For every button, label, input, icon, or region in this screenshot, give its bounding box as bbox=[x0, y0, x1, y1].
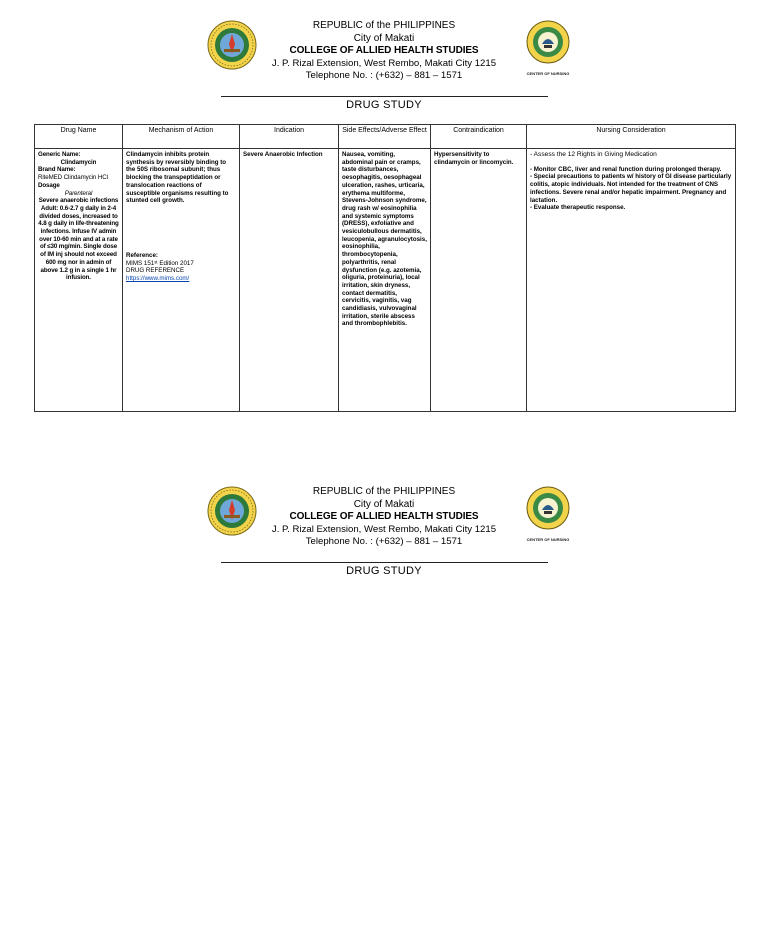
center-of-nursing-seal-icon bbox=[522, 486, 574, 542]
reference-label: Reference: bbox=[126, 251, 158, 259]
header-telephone: Telephone No. : (+632) – 881 – 1571 bbox=[305, 536, 463, 547]
dosage-label: Dosage bbox=[38, 181, 60, 189]
header-mechanism: Mechanism of Action bbox=[123, 125, 240, 149]
header-nursing: Nursing Consideration bbox=[527, 125, 736, 149]
reference-line2: DRUG REFERENCE bbox=[126, 267, 185, 275]
mechanism-cell bbox=[123, 149, 240, 412]
center-of-nursing-caption: CENTER OF NURSING bbox=[526, 537, 570, 542]
header-drug-name: Drug Name bbox=[35, 125, 123, 149]
header-college: COLLEGE OF ALLIED HEALTH STUDIES bbox=[289, 511, 479, 522]
table-header-row bbox=[35, 125, 736, 149]
document-title: DRUG STUDY bbox=[346, 565, 422, 577]
header-republic: REPUBLIC of the PHILIPPINES bbox=[312, 486, 456, 497]
dosage-route: Parenteral bbox=[64, 189, 93, 197]
header-divider bbox=[221, 96, 548, 97]
center-of-nursing-seal-icon bbox=[522, 20, 574, 76]
generic-value: Clindamycin bbox=[60, 158, 97, 166]
nursing-item: - Special precautions to patients w/ history of GI disease particularly colitis, atopic individuals. Not intended for the treatment of CNS infections. Severe renal and/or hepatic impairment. Pregnancy and lactation. bbox=[530, 173, 732, 204]
center-of-nursing-caption: CENTER OF NURSING bbox=[526, 71, 570, 76]
header-republic: REPUBLIC of the PHILIPPINES bbox=[312, 20, 456, 31]
brand-value: RiteMED Clindamycin HCl bbox=[38, 174, 108, 182]
brand-label: Brand Name: bbox=[38, 166, 76, 174]
header-indication: Indication bbox=[240, 125, 339, 149]
dosage-adult: Adult: 0.6-2.7 g daily in 2-4 divided doses, increased to 4.8 g daily in life-threatening infections. Infuse IV admin over 10-60 min and at a rate of ≤30 mg/min. Single dose of IM inj should not exceed 600 mg nor in admin of above 1.2 g in a single 1 hr infusion. bbox=[38, 204, 119, 282]
side-effects-cell: Nausea, vomiting, abdominal pain or cramps, taste disturbances, oesophagitis, oesophageal ulceration, rashes, urticaria, erythema multiforme, Stevens-Johnson syndrome, drug rash w/ eosinophilia and systemic symptoms (DRESS), exfoliative and vesiculobullous dermatitis, leucopenia, agranulocytosis, eosinophilia, thrombocytopenia, polyarthritis, renal dysfunction (e.g. azotemia, oliguria, proteinuria), local irritation, skin dryness, contact dermatitis, cervicitis, vaginitis, vag candidiasis, vulvovaginal irritation, sterile abscess and thrombophlebitis. bbox=[339, 149, 431, 412]
header-side-effects: Side Effects/Adverse Effect bbox=[339, 125, 431, 149]
nursing-cell bbox=[527, 149, 736, 412]
institution-header bbox=[230, 486, 538, 549]
table-row bbox=[35, 149, 736, 412]
contraindication-cell: Hypersensitivity to clindamycin or lincomycin. bbox=[431, 149, 527, 412]
header-college: COLLEGE OF ALLIED HEALTH STUDIES bbox=[289, 45, 479, 56]
page-header-2 bbox=[0, 486, 768, 586]
header-telephone: Telephone No. : (+632) – 881 – 1571 bbox=[305, 70, 463, 81]
header-city: City of Makati bbox=[353, 498, 415, 510]
generic-label: Generic Name: bbox=[38, 151, 81, 158]
nursing-item: - Assess the 12 Rights in Giving Medication bbox=[530, 151, 657, 158]
reference-line1: MIMS 151ˢᵗ Edition 2017 bbox=[126, 259, 194, 267]
institution-header bbox=[230, 20, 538, 83]
header-contraindication: Contraindication bbox=[431, 125, 527, 149]
nursing-item: - Evaluate therapeutic response. bbox=[530, 204, 626, 212]
header-address: J. P. Rizal Extension, West Rembo, Makati City 1215 bbox=[271, 523, 497, 535]
reference-link[interactable]: https://www.mims.com/ bbox=[126, 275, 190, 283]
reference-block bbox=[126, 252, 236, 283]
mechanism-text: Clindamycin inhibits protein synthesis by reversibly binding to the 50S ribosomal subunit; thus blocking the transpeptidation or translocation reactions of susceptible organisms resulting to stunted cell growth. bbox=[126, 151, 229, 205]
drug-name-cell bbox=[35, 149, 123, 412]
page-header bbox=[0, 20, 768, 120]
header-divider bbox=[221, 562, 548, 563]
header-address: J. P. Rizal Extension, West Rembo, Makati City 1215 bbox=[271, 57, 497, 69]
drug-study-table bbox=[34, 124, 736, 412]
header-city: City of Makati bbox=[353, 32, 415, 44]
indication-cell: Severe Anaerobic Infection bbox=[240, 149, 339, 412]
document-title: DRUG STUDY bbox=[346, 99, 422, 111]
nursing-item: - Monitor CBC, liver and renal function during prolonged therapy. bbox=[530, 165, 722, 173]
dosage-condition: Severe anaerobic infections bbox=[38, 197, 119, 205]
